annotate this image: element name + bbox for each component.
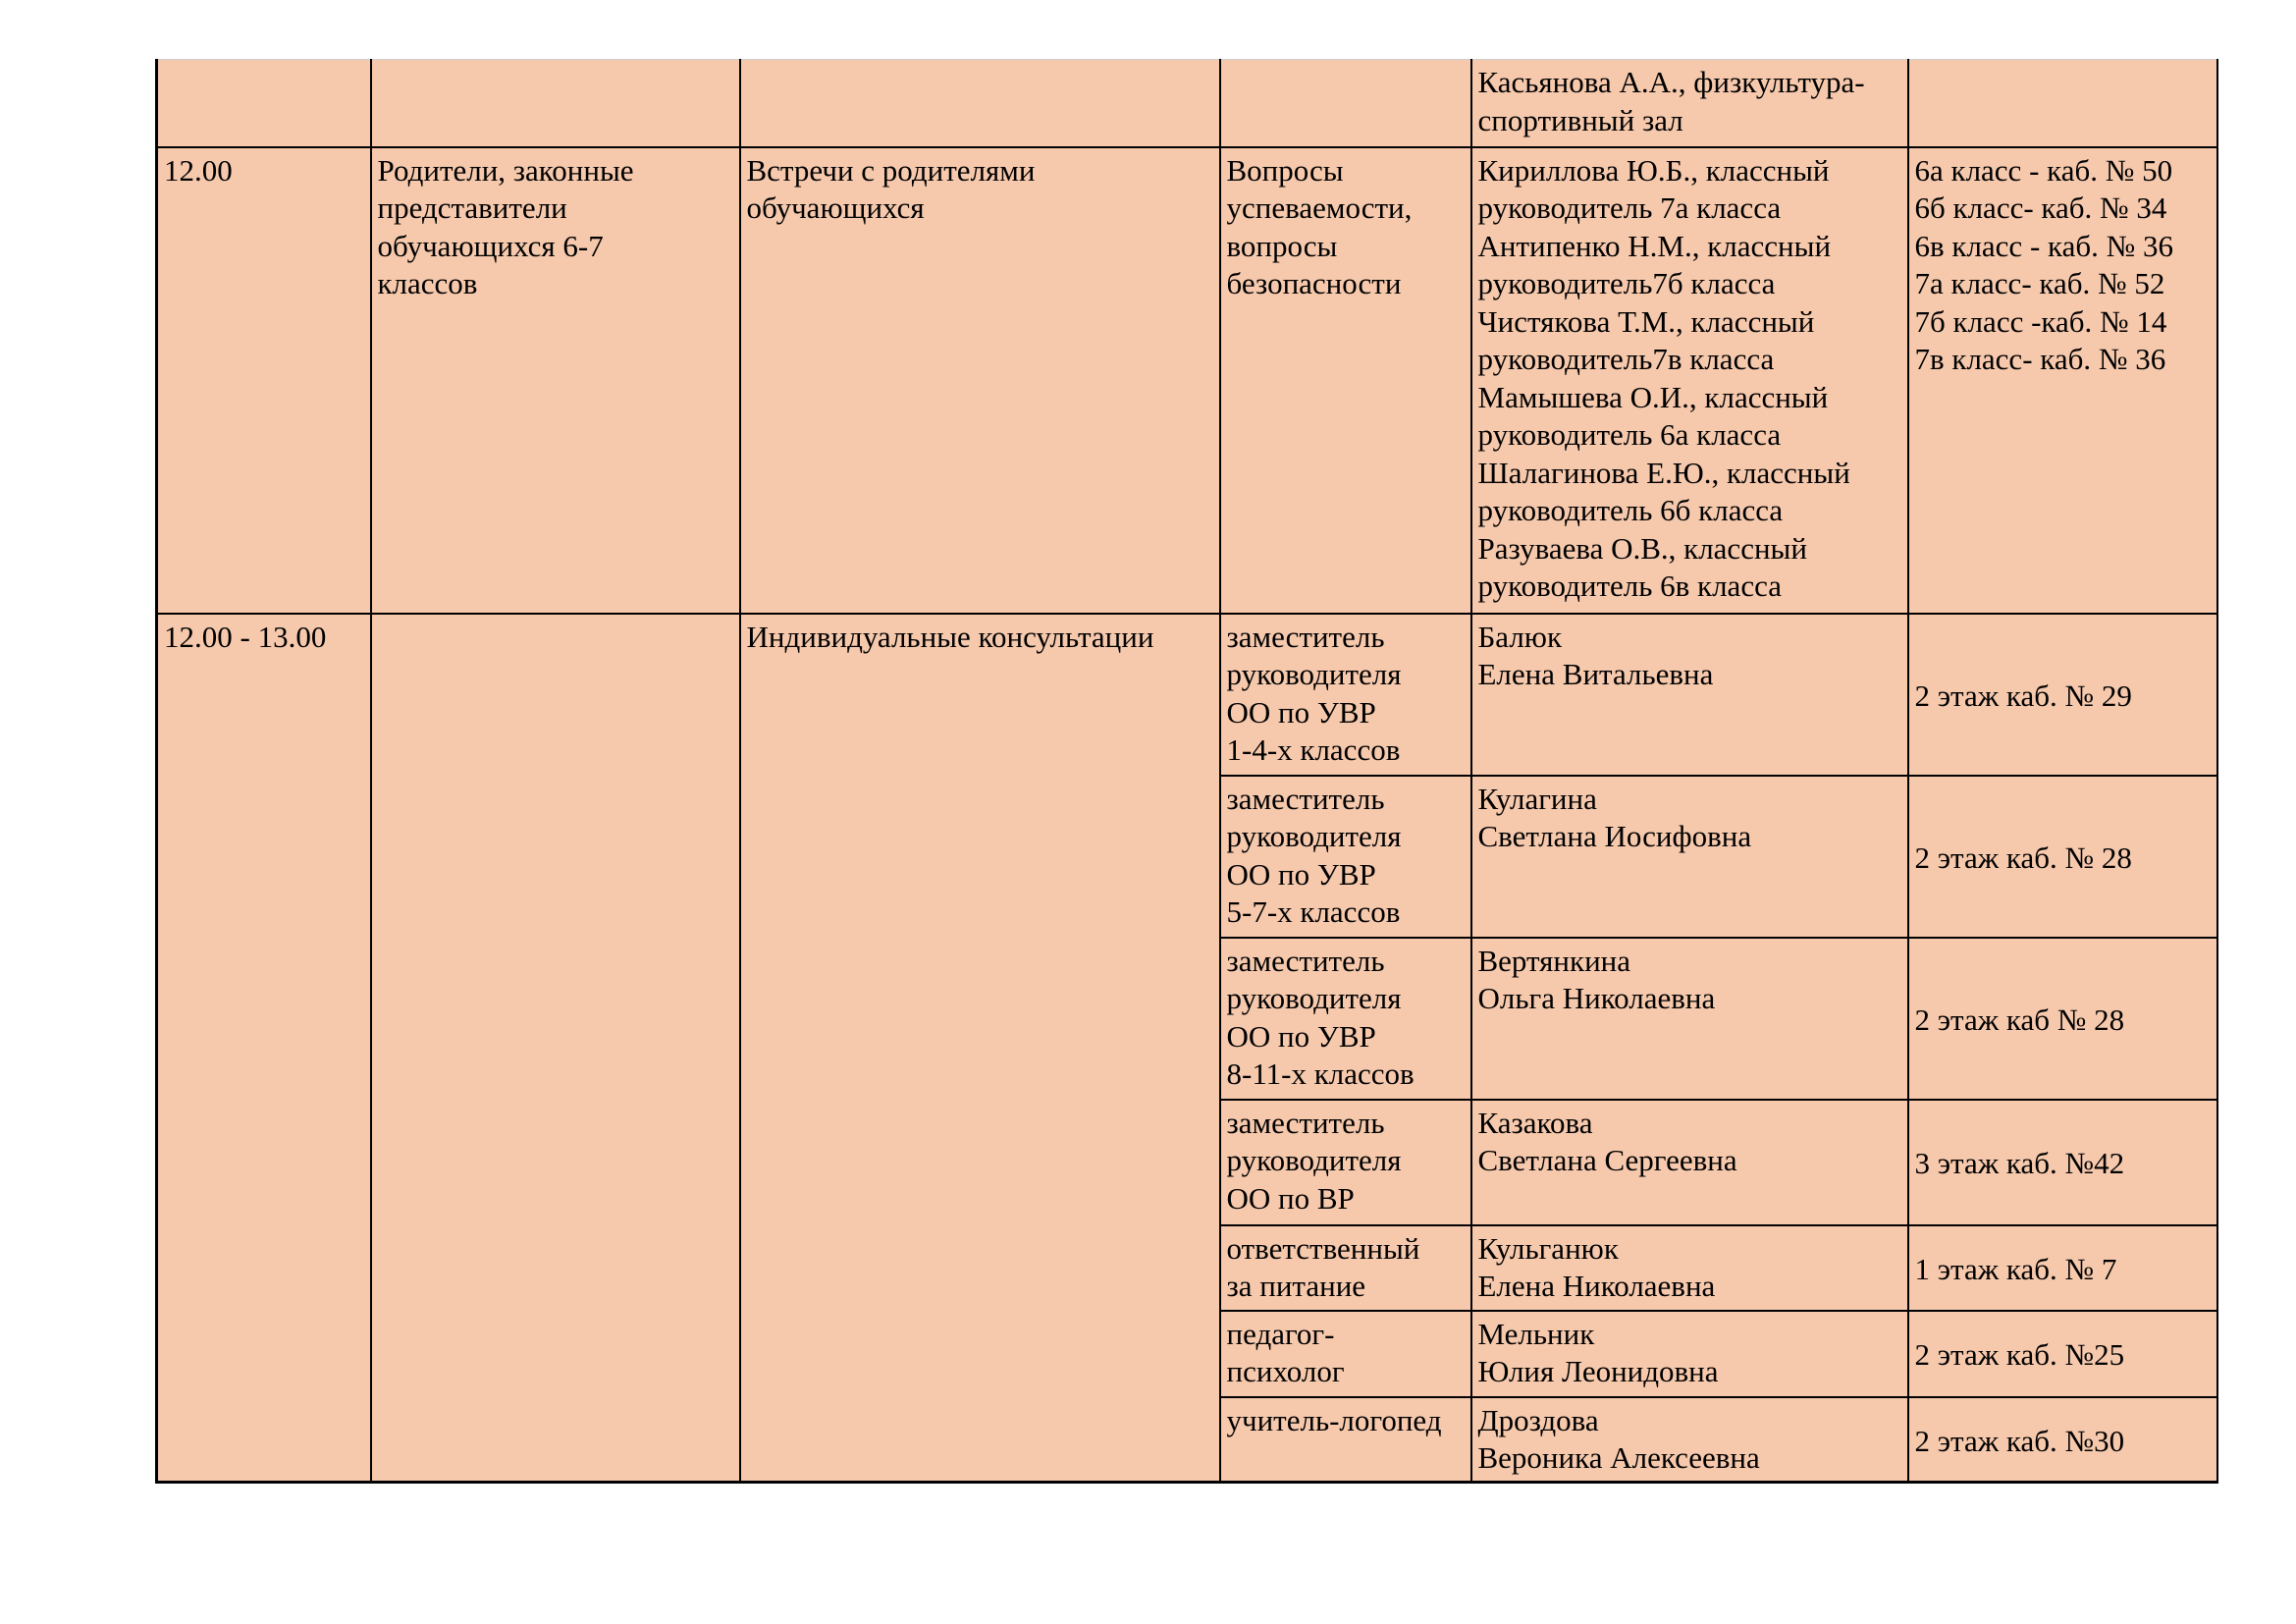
location-cell: 6а класс - каб. № 50 6б класс- каб. № 34 6в класс - каб. № 36 7а класс- каб. № 52 7б класс -каб. № 14 7в класс- каб. № 36 [1908,147,2217,614]
participants-cell [371,60,740,147]
table-row [157,614,2217,776]
person-cell: Вертянкина Ольга Николаевна [1471,938,1908,1100]
person-cell: Мельник Юлия Леонидовна [1471,1311,1908,1397]
topic-cell [1220,60,1471,147]
role-cell: ответственный за питание [1220,1225,1471,1311]
event-cell: Индивидуальные консультации [740,614,1220,1483]
person-cell: Казакова Светлана Сергеевна [1471,1100,1908,1225]
event-cell: Встречи с родителями обучающихся [740,147,1220,614]
location-cell [1908,60,2217,147]
schedule-table [155,59,2218,1484]
person-cell: Кулагина Светлана Иосифовна [1471,776,1908,938]
event-cell [740,60,1220,147]
role-cell: заместитель руководителя ОО по УВР 5-7-х классов [1220,776,1471,938]
person-cell: Кульганюк Елена Николаевна [1471,1225,1908,1311]
role-cell: учитель-логопед [1220,1397,1471,1483]
role-cell: заместитель руководителя ОО по УВР 8-11-х классов [1220,938,1471,1100]
table-row [157,147,2217,614]
responsible-cell: Кириллова Ю.Б., классный руководитель 7а класса Антипенко Н.М., классный руководитель7б класса Чистякова Т.М., классный руководитель7в класса Мамышева О.И., классный руководитель 6а класса Шалагинова Е.Ю., классный руководитель 6б класса Разуваева О.В., классный руководитель 6в класса [1471,147,1908,614]
participants-cell [371,614,740,1483]
responsible-cell: Касьянова А.А., физкультура- спортивный зал [1471,60,1908,147]
topic-cell: Вопросы успеваемости, вопросы безопасности [1220,147,1471,614]
location-cell: 1 этаж каб. № 7 [1908,1225,2217,1311]
role-cell: заместитель руководителя ОО по УВР 1-4-х классов [1220,614,1471,776]
person-cell: Дроздова Вероника Алексеевна [1471,1397,1908,1483]
location-cell: 2 этаж каб № 28 [1908,938,2217,1100]
location-cell: 3 этаж каб. №42 [1908,1100,2217,1225]
time-cell: 12.00 - 13.00 [157,614,371,1483]
participants-cell: Родители, законные представители обучающихся 6-7 классов [371,147,740,614]
table-row [157,60,2217,147]
time-cell: 12.00 [157,147,371,614]
role-cell: педагог- психолог [1220,1311,1471,1397]
time-cell [157,60,371,147]
role-cell: заместитель руководителя ОО по ВР [1220,1100,1471,1225]
location-cell: 2 этаж каб. № 29 [1908,614,2217,776]
location-cell: 2 этаж каб. №30 [1908,1397,2217,1483]
location-cell: 2 этаж каб. № 28 [1908,776,2217,938]
location-cell: 2 этаж каб. №25 [1908,1311,2217,1397]
person-cell: Балюк Елена Витальевна [1471,614,1908,776]
